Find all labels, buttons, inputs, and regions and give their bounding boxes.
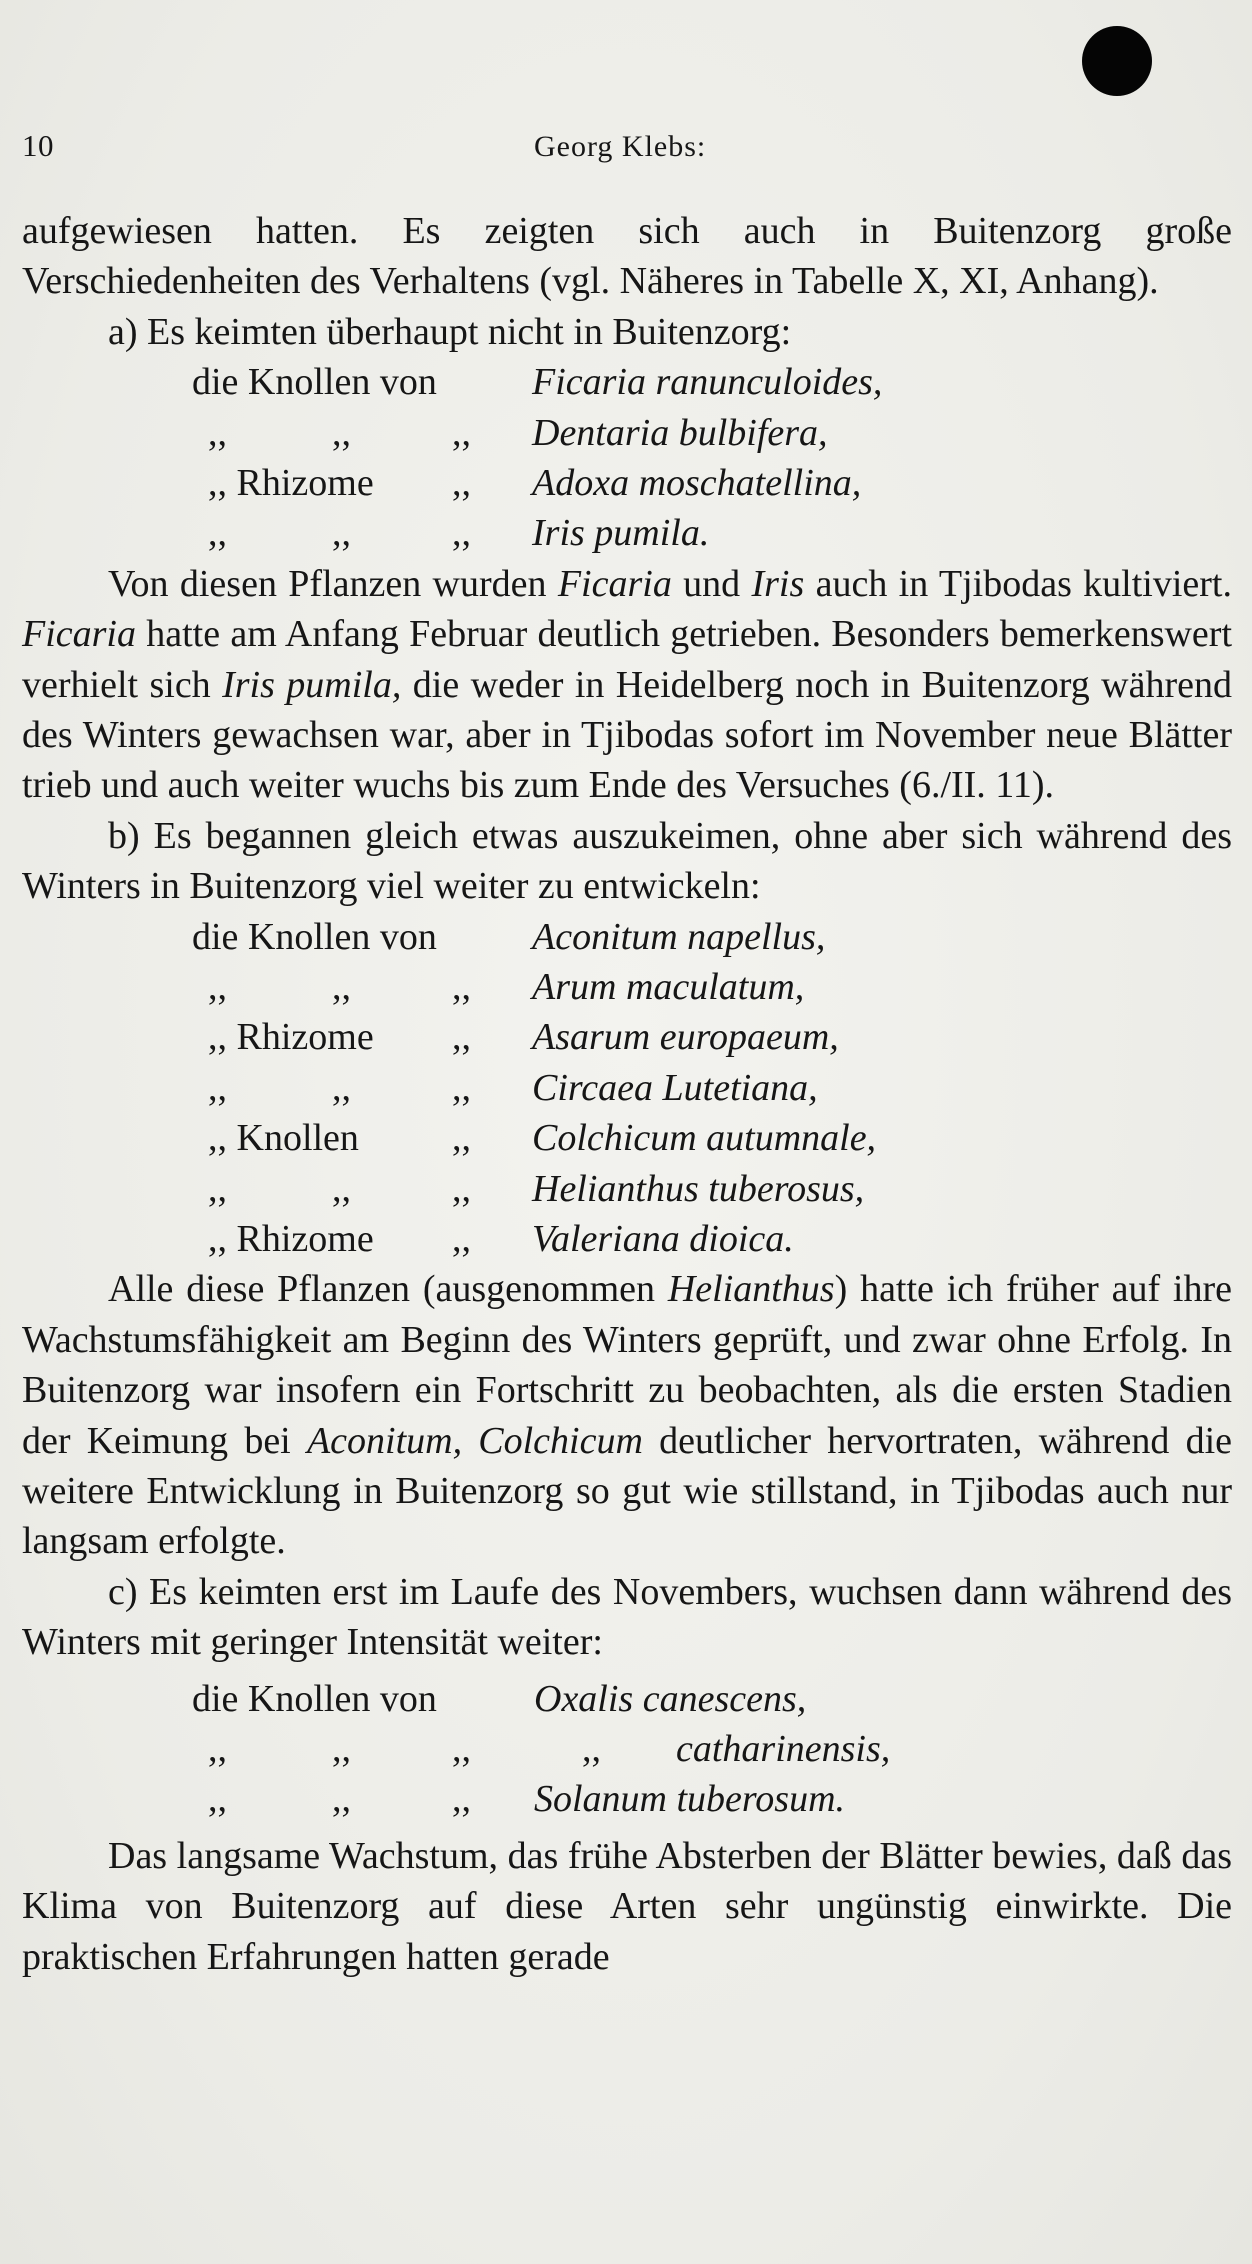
list-item — [22, 1674, 1232, 1724]
list-item — [22, 1113, 1232, 1163]
species-name: Solanum tuberosum. — [534, 1778, 846, 1821]
list-item — [22, 1214, 1232, 1264]
list-prefix: ,, Rhizome — [208, 1217, 374, 1260]
page-header — [22, 128, 1232, 168]
ditto-mark: ,, — [452, 462, 471, 504]
paragraph-helianthus: Alle diese Pflanzen (ausgenommen Helianthus) hatte ich früher auf ihre Wachstumsfähigkeit am Beginn des Winters geprüft, und zwar ohne Erfolg. In Buitenzorg war insofern ein Fortschritt zu beobachten, als die ersten Stadien der Keimung bei Aconitum, Colchicum deutlicher hervortraten, während die weitere Entwicklung in Buitenzorg so gut wie stillstand, in Tjibodas auch nur langsam erfolgte. — [22, 1268, 1233, 1563]
list-prefix: die Knollen von — [192, 915, 437, 958]
ditto-mark: ,, — [452, 1016, 471, 1059]
ditto-mark: ,, — [452, 966, 471, 1009]
species-name: Circaea Lutetiana, — [532, 1066, 818, 1109]
species-name: Colchicum autumnale, — [532, 1117, 877, 1160]
list-item — [22, 1063, 1232, 1113]
ditto-mark: ,, — [208, 966, 227, 1009]
list-c — [22, 1674, 1232, 1825]
section-b-intro: b) Es begannen gleich etwas auszukeimen, ohne aber sich während des Winters in Buitenzorg viel weiter zu entwickeln: — [22, 814, 1232, 908]
running-head: Georg Klebs: — [534, 130, 707, 163]
species-name: Dentaria bulbifera, — [532, 411, 828, 454]
ink-blot — [1082, 26, 1152, 96]
ditto-mark: ,, — [332, 966, 351, 1009]
list-item — [22, 1724, 1232, 1774]
species-name: Oxalis canescens, — [534, 1677, 807, 1720]
list-prefix: ,, Rhizome — [208, 462, 374, 504]
ditto-mark: ,, — [452, 1117, 471, 1160]
list-prefix: ,, Rhizome — [208, 1016, 374, 1059]
ditto-mark: ,, — [452, 1066, 471, 1109]
list-prefix: die Knollen von — [192, 361, 437, 404]
list-item — [22, 1164, 1232, 1214]
species-name: Iris pumila. — [532, 512, 710, 555]
ditto-mark: ,, — [582, 1728, 601, 1770]
ditto-mark: ,, — [332, 512, 351, 555]
ditto-mark: ,, — [452, 1728, 471, 1770]
ditto-mark: ,, — [332, 1728, 351, 1770]
ditto-mark: ,, — [208, 512, 227, 555]
species-name: Arum maculatum, — [532, 966, 805, 1009]
ditto-mark: ,, — [332, 1778, 351, 1821]
list-a — [22, 357, 1232, 559]
list-b — [22, 912, 1232, 1265]
paragraph-ficaria-iris: Von diesen Pflanzen wurden Ficaria und Iris auch in Tjibodas kultiviert. Ficaria hatte am Anfang Februar deutlich getrieben. Besonders bemerkenswert verhielt sich Iris pumila, die weder in Heidelberg noch in Buitenzorg während des Winters gewachsen war, aber in Tjibodas sofort im November neue Blätter trieb und auch weiter wuchs bis zum Ende des Versuches (6./II. 11). — [22, 562, 1232, 807]
list-item — [22, 1012, 1232, 1062]
list-prefix: ,, Knollen — [208, 1117, 359, 1160]
species-name: catharinensis, — [676, 1728, 891, 1770]
page-number: 10 — [22, 128, 54, 163]
list-item — [22, 408, 1232, 458]
species-name: Aconitum napellus, — [532, 915, 826, 958]
ditto-mark: ,, — [452, 1778, 471, 1821]
list-item — [22, 508, 1232, 558]
list-item — [22, 357, 1232, 407]
ditto-mark: ,, — [208, 411, 227, 454]
paragraph-continued: aufgewiesen hatten. Es zeigten sich auch in Buitenzorg große Verschiedenheiten des Verhaltens (vgl. Näheres in Tabelle X, XI, Anhang). — [22, 210, 1232, 303]
ditto-mark: ,, — [332, 1167, 351, 1210]
species-name: Adoxa moschatellina, — [532, 462, 862, 504]
species-name: Ficaria ranunculoides, — [532, 361, 883, 404]
ditto-mark: ,, — [208, 1066, 227, 1109]
ditto-mark: ,, — [332, 1066, 351, 1109]
list-item — [22, 962, 1232, 1012]
list-item — [22, 912, 1232, 962]
section-c-intro: c) Es keimten erst im Laufe des Novembers, wuchsen dann während des Winters mit geringer Intensität weiter: — [22, 1570, 1232, 1664]
ditto-mark: ,, — [208, 1728, 227, 1770]
ditto-mark: ,, — [452, 1167, 471, 1210]
ditto-mark: ,, — [332, 411, 351, 454]
species-name: Asarum europaeum, — [532, 1016, 839, 1059]
list-item — [22, 1774, 1232, 1824]
ditto-mark: ,, — [452, 411, 471, 454]
ditto-mark: ,, — [452, 512, 471, 555]
section-a-intro: a) Es keimten überhaupt nicht in Buitenzorg: — [108, 310, 792, 353]
species-name: Valeriana dioica. — [532, 1217, 794, 1260]
species-name: Helianthus tuberosus, — [532, 1167, 865, 1210]
list-item — [22, 458, 1232, 508]
ditto-mark: ,, — [452, 1217, 471, 1260]
body-text — [22, 206, 1232, 1982]
ditto-mark: ,, — [208, 1167, 227, 1210]
ditto-mark: ,, — [208, 1778, 227, 1821]
paragraph-final: Das langsame Wachstum, das frühe Absterben der Blätter bewies, daß das Klima von Buitenzorg auf diese Arten sehr ungünstig einwirkte. Die praktischen Erfahrungen hatten gerade — [22, 1834, 1232, 1978]
list-prefix: die Knollen von — [192, 1677, 437, 1720]
